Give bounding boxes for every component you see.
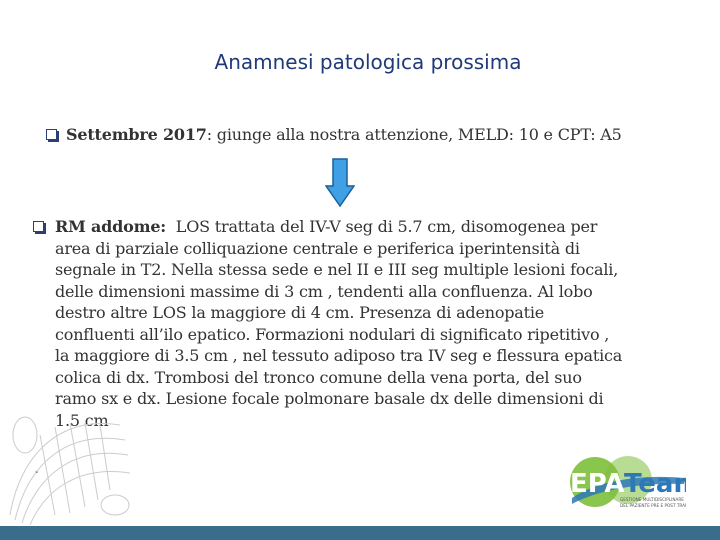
findings-line: RM addome: LOS trattata del IV-V seg di 5.7 cm, disomogenea per [55, 217, 598, 236]
findings-line: delle dimensioni massime di 3 cm , tendenti alla confluenza. Al lobo [55, 281, 593, 301]
epateam-logo [568, 454, 686, 516]
intro-text: : giunge alla nostra attenzione, MELD: 10 e CPT: A5 [206, 125, 622, 144]
intro-line [66, 125, 622, 144]
findings-line: ramo sx e dx. Lesione focale polmonare basale dx delle dimensioni di [55, 389, 604, 408]
slide-title: Anamnesi patologica prossima [214, 50, 522, 74]
footer-bar [0, 526, 720, 540]
findings-line: destro altre LOS la maggiore di 4 cm. Presenza di adenopatie [55, 303, 545, 322]
checkbox-bullet-icon [46, 129, 57, 140]
down-arrow-icon [325, 158, 355, 208]
trailing-dot: . [34, 458, 40, 477]
findings-line: 1.5 cm [55, 410, 109, 430]
findings-line: colica di dx. Trombosi del tronco comune della vena porta, del suo [55, 367, 582, 387]
svg-text:DEL PAZIENTE PRE E POST TRAPIA: DEL PAZIENTE PRE E POST TRA [620, 503, 685, 508]
svg-text:Team: Tea [624, 469, 674, 499]
findings-line: area di parziale colliquazione centrale e periferica iperintensità di [55, 238, 580, 258]
findings-line: confluenti all’ilo epatico. Formazioni nodulari di significato ripetitivo , [55, 324, 610, 344]
svg-text:GESTIONE MULTIDISCIPLINARE: GESTIONE MULTIDISCIPLINARE [620, 497, 684, 502]
checkbox-bullet-icon [33, 221, 44, 232]
svg-text:EPA: EPA [570, 469, 625, 499]
mri-findings [55, 216, 670, 431]
intro-date: Settembre 2017 [66, 125, 207, 144]
findings-heading: RM addome: [55, 217, 167, 236]
findings-line: segnale in T2. Nella stessa sede e nel II e III seg multiple lesioni focali, [55, 260, 619, 279]
findings-line: la maggiore di 3.5 cm , nel tessuto adiposo tra IV seg e flessura epatica [55, 346, 623, 365]
liver-sketch-decoration [0, 395, 140, 530]
